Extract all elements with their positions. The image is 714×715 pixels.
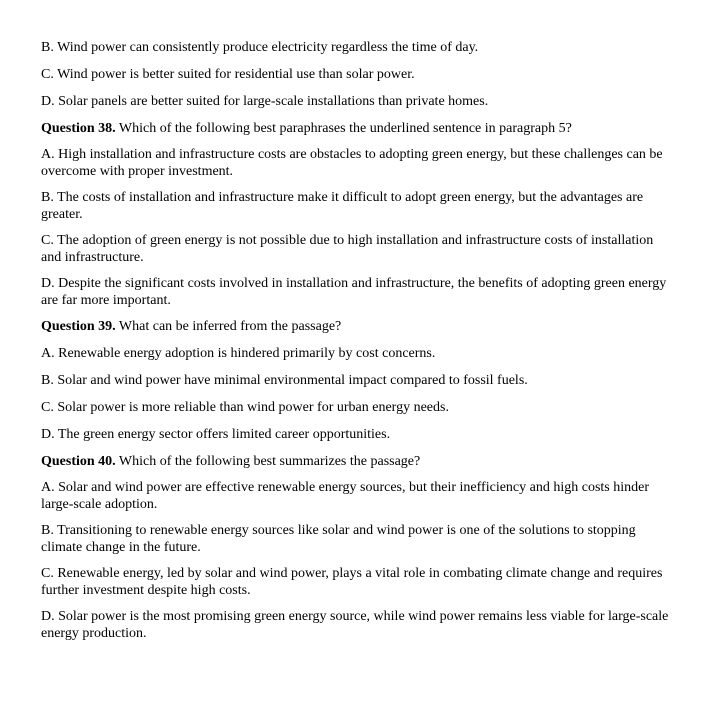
option-38-d: D. Despite the significant costs involved in installation and infrastructure, the benefits of adopting green energy are far more important. xyxy=(41,276,667,308)
question-38-text: Which of the following best paraphrases the underlined sentence in paragraph 5? xyxy=(115,121,572,136)
question-39 xyxy=(41,318,674,335)
question-40-text: Which of the following best summarizes the passage? xyxy=(115,454,421,469)
question-40 xyxy=(41,453,674,470)
question-39-text: What can be inferred from the passage? xyxy=(115,319,342,334)
option-38-a: A. High installation and infrastructure costs are obstacles to adopting green energy, but these challenges can be overcome with proper investment. xyxy=(41,147,663,179)
option-38-c: C. The adoption of green energy is not possible due to high installation and infrastructure costs of installation and infrastructure. xyxy=(41,233,654,265)
option-40-d: D. Solar power is the most promising green energy source, while wind power remains less viable for large-scale energy production. xyxy=(41,609,669,641)
question-38 xyxy=(41,120,674,137)
option-37-c: C. Wind power is better suited for residential use than solar power. xyxy=(41,67,415,82)
option-40-b: B. Transitioning to renewable energy sources like solar and wind power is one of the solutions to stopping climate change in the future. xyxy=(41,523,636,555)
option-39-d: D. The green energy sector offers limited career opportunities. xyxy=(41,427,391,442)
option-38-b: B. The costs of installation and infrastructure make it difficult to adopt green energy, but the advantages are greater. xyxy=(41,190,644,222)
option-37-d: D. Solar panels are better suited for large-scale installations than private homes. xyxy=(41,94,489,109)
question-39-label: Question 39. xyxy=(41,319,116,334)
question-38-label: Question 38. xyxy=(41,121,116,136)
option-37-b: B. Wind power can consistently produce electricity regardless the time of day. xyxy=(41,40,479,55)
option-40-c: C. Renewable energy, led by solar and wind power, plays a vital role in combating climate change and requires further investment despite high costs. xyxy=(41,566,663,598)
option-39-b: B. Solar and wind power have minimal environmental impact compared to fossil fuels. xyxy=(41,373,528,388)
option-40-a: A. Solar and wind power are effective renewable energy sources, but their inefficiency and high costs hinder large-scale adoption. xyxy=(41,480,650,512)
option-39-a: A. Renewable energy adoption is hindered primarily by cost concerns. xyxy=(41,346,436,361)
question-40-label: Question 40. xyxy=(41,454,116,469)
option-39-c: C. Solar power is more reliable than wind power for urban energy needs. xyxy=(41,400,449,415)
